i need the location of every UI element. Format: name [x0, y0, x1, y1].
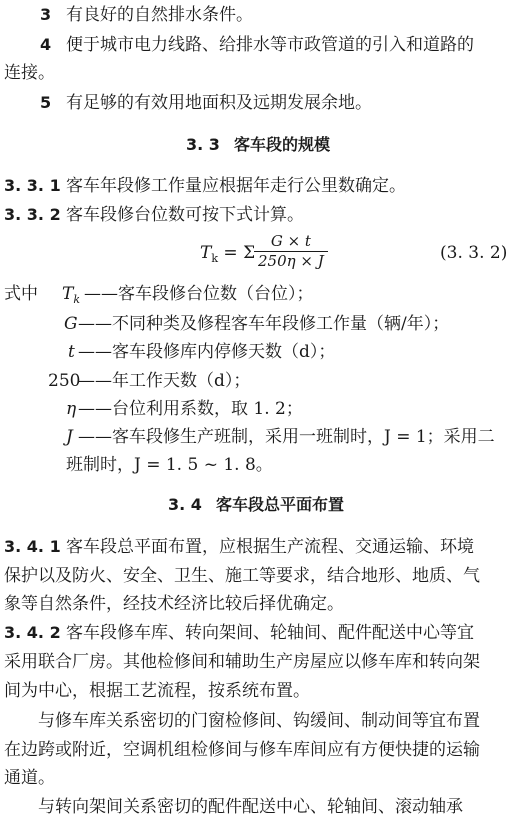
clause-text: 采用联合厂房。其他检修间和辅助生产房屋应以修车库和转向架 [4, 652, 480, 672]
clause-text: 客车段修台位数可按下式计算。 [66, 205, 304, 225]
def-symbol: η [66, 399, 77, 419]
paragraph-text: 与修车库关系密切的门窗检修间、钩缓间、制动间等宜布置 [38, 711, 480, 731]
clause-text: 间为中心，根据工艺流程，按系统布置。 [4, 681, 310, 701]
list-number: 5 [40, 93, 52, 112]
clause-text: 客车段总平面布置，应根据生产流程、交通运输、环境 [66, 537, 474, 557]
clause-text: 客车年段修工作量应根据年走行公里数确定。 [66, 176, 406, 196]
formula-numerator: G × t [254, 232, 328, 252]
where-lead: 式中 [4, 284, 38, 304]
def-symbol: 250 [48, 371, 81, 391]
formula-3-3-2 [0, 232, 529, 276]
def-symbol: t [68, 342, 75, 362]
def-symbol: $T_k$ [62, 284, 81, 306]
section-title: 客车段的规模 [234, 135, 331, 154]
list-number: 3 [40, 5, 52, 24]
def-description: ——客车段修库内停修天数（d）； [78, 342, 336, 362]
list-text: 有良好的自然排水条件。 [66, 5, 253, 25]
section-number: 3. 4 [168, 495, 202, 514]
def-symbol: J [66, 427, 73, 447]
def-symbol: G [64, 314, 78, 334]
def-description: ——不同种类及修程客车年段修工作量（辆/年）； [78, 314, 450, 334]
list-text-cont: 连接。 [4, 63, 55, 83]
paragraph-text: 与转向架间关系密切的配件配送中心、轮轴间、滚动轴承 [38, 797, 463, 817]
def-description: ——客车段修生产班制，采用一班制时，J = 1；采用二 [78, 427, 495, 447]
def-description: ——年工作天数（d）； [78, 371, 251, 391]
formula-fraction [254, 232, 328, 271]
formula-denominator: 250η × J [258, 252, 324, 270]
clause-number: 3. 4. 2 [4, 623, 61, 642]
formula-lhs: $T_k = \Sigma$ [200, 243, 256, 265]
list-text: 有足够的有效用地面积及远期发展余地。 [66, 93, 372, 113]
clause-text: 客车段修车库、转向架间、轮轴间、配件配送中心等宜 [66, 623, 474, 643]
clause-text: 保护以及防火、安全、卫生、施工等要求，结合地形、地质、气 [4, 566, 480, 586]
section-title: 客车段总平面布置 [216, 495, 345, 514]
clause-text: 象等自然条件，经技术经济比较后择优确定。 [4, 594, 344, 614]
formula-number: (3. 3. 2) [440, 243, 508, 263]
def-description: ——客车段修台位数（台位）； [84, 284, 314, 304]
clause-number: 3. 3. 1 [4, 176, 61, 195]
list-text: 便于城市电力线路、给排水等市政管道的引入和道路的 [66, 35, 474, 55]
def-description: ——台位利用系数，取 1. 2； [78, 399, 303, 419]
section-number: 3. 3 [186, 135, 220, 154]
clause-number: 3. 3. 2 [4, 205, 61, 224]
paragraph-text: 在边跨或附近，空调机组检修间与修车库间应有方便快捷的运输 [4, 740, 480, 760]
list-number: 4 [40, 35, 52, 54]
clause-number: 3. 4. 1 [4, 537, 61, 556]
paragraph-text: 通道。 [4, 768, 55, 788]
def-description-cont: 班制时，J = 1. 5 ~ 1. 8。 [66, 455, 273, 475]
